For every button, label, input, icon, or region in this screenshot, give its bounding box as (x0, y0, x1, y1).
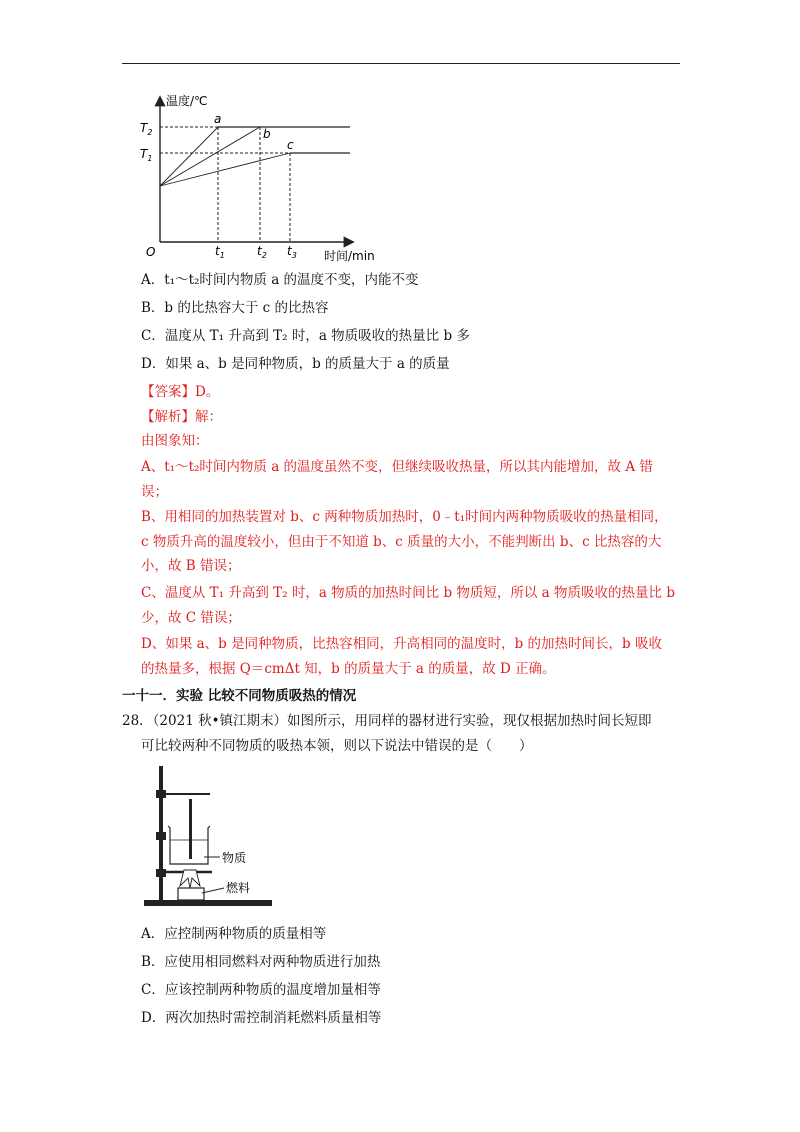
burner (178, 888, 204, 900)
analysis-line: 的热量多，根据 Q＝cmΔt 知，b 的质量大于 a 的质量，故 D 正确。 (141, 661, 556, 677)
label-c: c (287, 138, 294, 152)
ring-clamp (156, 869, 166, 877)
tick-t3: t (287, 244, 292, 258)
y-axis-label: 温度/℃ (166, 94, 208, 108)
line-c (160, 153, 290, 186)
analysis-line: B、用相同的加热装置对 b、c 两种物质加热时，0﹣t₁时间内两种物质吸收的热量相同， (141, 509, 668, 525)
tick-T1-sub: 1 (147, 154, 153, 163)
tick-T2-sub: 2 (147, 128, 153, 137)
analysis-line: A、t₁～t₂时间内物质 a 的温度虽然不变，但继续吸收热量，所以其内能增加，故 A 错 (141, 459, 653, 475)
q27-option-d: D．如果 a、b 是同种物质，b 的质量大于 a 的质量 (141, 356, 450, 372)
analysis-line: c 物质升高的温度较小，但由于不知道 b、c 质量的大小，不能判断出 b、c 比热容的大 (141, 534, 662, 550)
q27-option-c: C．温度从 T₁ 升高到 T₂ 时，a 物质吸收的热量比 b 多 (141, 328, 470, 344)
q27-option-b: B．b 的比热容大于 c 的比热容 (141, 300, 329, 316)
flame-icon (180, 870, 200, 888)
svg-text:t3 (287, 244, 297, 260)
q27-analysis-head: 【解析】解： (141, 409, 222, 425)
q28-option-c: C．应该控制两种物质的温度增加量相等 (141, 982, 381, 998)
q28-stem-line1: 28．（2021 秋•镇江期末）如图所示，用同样的器材进行实验，现仅根据加热时间长短即 (122, 713, 652, 729)
analysis-line: 小，故 B 错误； (141, 558, 241, 574)
origin-label: O (146, 245, 156, 259)
q28-option-d: D．两次加热时需控制消耗燃料质量相等 (141, 1010, 382, 1026)
substance-label: 物质 (222, 851, 247, 865)
thermometer (189, 799, 192, 859)
header-rule (122, 63, 680, 64)
analysis-line: 由图象知： (141, 433, 209, 449)
q27-answer: 【答案】D。 (141, 384, 220, 400)
analysis-line: C、温度从 T₁ 升高到 T₂ 时，a 物质的加热时间比 b 物质短，所以 a 物质吸收的热量比 b (141, 585, 675, 601)
stand-base (144, 900, 272, 906)
analysis-line: D、如果 a、b 是同种物质，比热容相同，升高相同的温度时，b 的加热时间长，b 吸收 (141, 636, 662, 652)
svg-text:T2 (140, 121, 152, 137)
tick-T1: T (140, 147, 148, 161)
svg-text:T1 (140, 147, 152, 163)
q27-option-a: A．t₁～t₂时间内物质 a 的温度不变，内能不变 (141, 272, 419, 288)
label-a: a (214, 112, 222, 126)
svg-text:t1 (215, 244, 225, 260)
top-clamp (156, 790, 166, 798)
tick-t2-sub: 2 (261, 251, 267, 260)
svg-text:t2 (257, 244, 267, 260)
line-b (160, 127, 260, 186)
fuel-leader (202, 888, 224, 893)
x-axis-label: 时间/min (324, 249, 375, 263)
q28-option-b: B．应使用相同燃料对两种物质进行加热 (141, 954, 381, 970)
section-title: 一十一．实验 比较不同物质吸热的情况 (122, 688, 357, 704)
tick-t1: t (215, 244, 220, 258)
analysis-line: 误； (141, 484, 168, 500)
fuel-label: 燃料 (226, 881, 251, 895)
tick-t1-sub: 1 (219, 251, 225, 260)
q28-option-a: A．应控制两种物质的质量相等 (141, 926, 327, 942)
analysis-line: 少，故 C 错误； (141, 610, 241, 626)
tick-t2: t (257, 244, 262, 258)
temperature-time-graph (130, 92, 390, 267)
middle-clamp (156, 832, 166, 840)
tick-t3-sub: 3 (291, 251, 297, 260)
tick-T2: T (140, 121, 148, 135)
heating-apparatus-figure (140, 762, 280, 912)
q28-stem-line2: 可比较两种不同物质的吸热本领，则以下说法中错误的是（ ） (141, 738, 533, 754)
label-b: b (263, 127, 271, 141)
